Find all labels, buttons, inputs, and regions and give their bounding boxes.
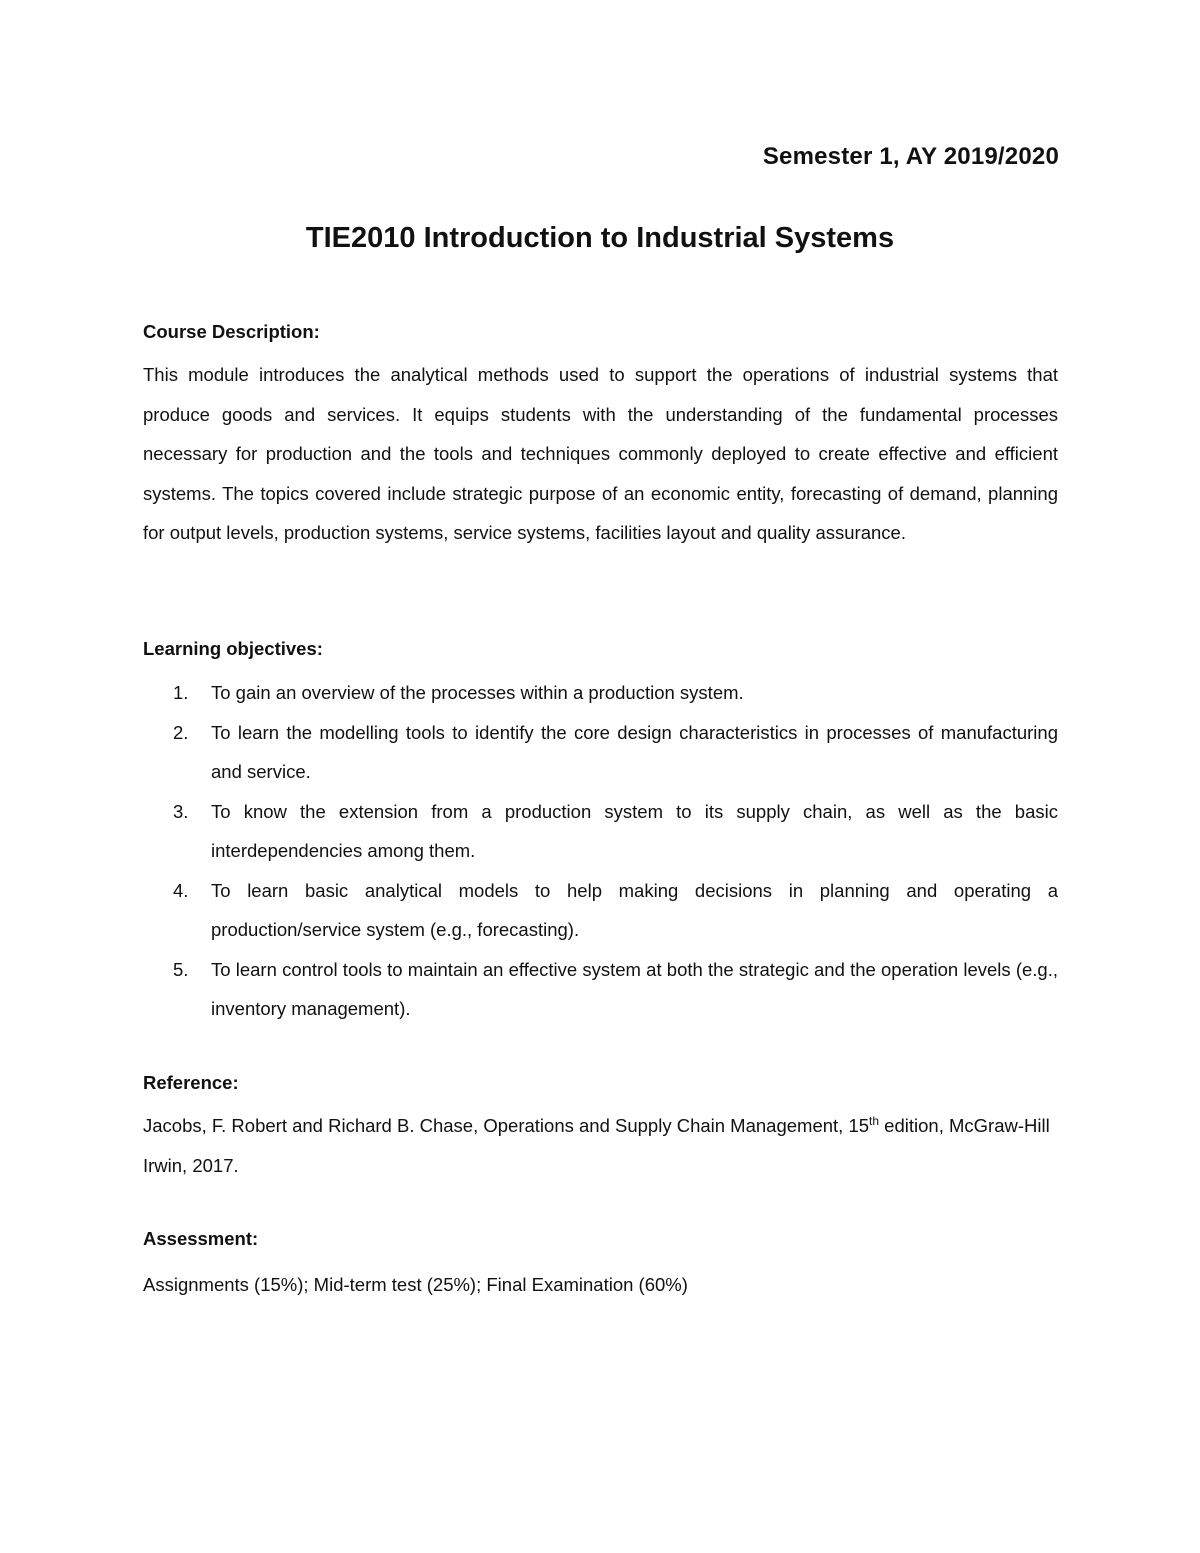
list-item-text: To know the extension from a production system to its supply chain, as well as the basic interdependencies among them. — [211, 800, 1058, 861]
list-item-number: 1. — [173, 682, 189, 703]
list-item-text: To learn the modelling tools to identify the core design characteristics in processes of manufacturing and service. — [211, 721, 1058, 782]
reference-heading: Reference: — [143, 1072, 239, 1093]
list-item-number: 4. — [173, 879, 189, 901]
reference-text-main: Jacobs, F. Robert and Richard B. Chase, Operations and Supply Chain Management, 15 — [143, 1115, 870, 1136]
assessment-heading: Assessment: — [143, 1228, 259, 1249]
course-description-text: This module introduces the analytical methods used to support the operations of industrial systems that produce goods and services. It equips students with the understanding of the fundamental processes necessary for production and the tools and techniques commonly deployed to create effective and efficient systems. The topics covered include strategic purpose of an economic entity, forecasting of demand, planning for output levels, production systems, service systems, facilities layout and quality assurance. — [143, 364, 1058, 543]
reference-superscript: th — [869, 1113, 880, 1128]
list-item-text: To gain an overview of the processes within a production system. — [211, 682, 744, 703]
list-item-text: To learn basic analytical models to help making decisions in planning and operating a production/service system (e.g., forecasting). — [211, 879, 1058, 940]
course-description-heading: Course Description: — [143, 321, 320, 342]
reference-section — [143, 1070, 1058, 1185]
list-item — [143, 792, 1058, 871]
assessment-section — [143, 1226, 1058, 1298]
learning-objectives-heading: Learning objectives: — [143, 638, 323, 659]
objectives-list — [143, 673, 1058, 1029]
list-item — [143, 713, 1058, 792]
list-item — [143, 871, 1058, 950]
reference-text — [143, 1106, 1058, 1185]
list-item-number: 5. — [173, 958, 189, 980]
list-item — [143, 673, 1058, 713]
page-title: TIE2010 Introduction to Industrial Systems — [305, 222, 895, 254]
list-item-number: 2. — [173, 721, 189, 743]
semester-label: Semester 1, AY 2019/2020 — [762, 143, 1059, 170]
list-item-number: 3. — [173, 800, 189, 822]
learning-objectives-section — [143, 636, 1058, 1029]
assessment-text: Assignments (15%); Mid-term test (25%); Final Examination (60%) — [143, 1274, 688, 1295]
course-description-section — [143, 319, 1058, 553]
reference-text-tail: edition, McGraw-Hill Irwin, 2017. — [143, 1115, 1050, 1176]
list-item-text: To learn control tools to maintain an effective system at both the strategic and the operation levels (e.g., inventory management). — [211, 958, 1058, 1019]
list-item — [143, 950, 1058, 1029]
